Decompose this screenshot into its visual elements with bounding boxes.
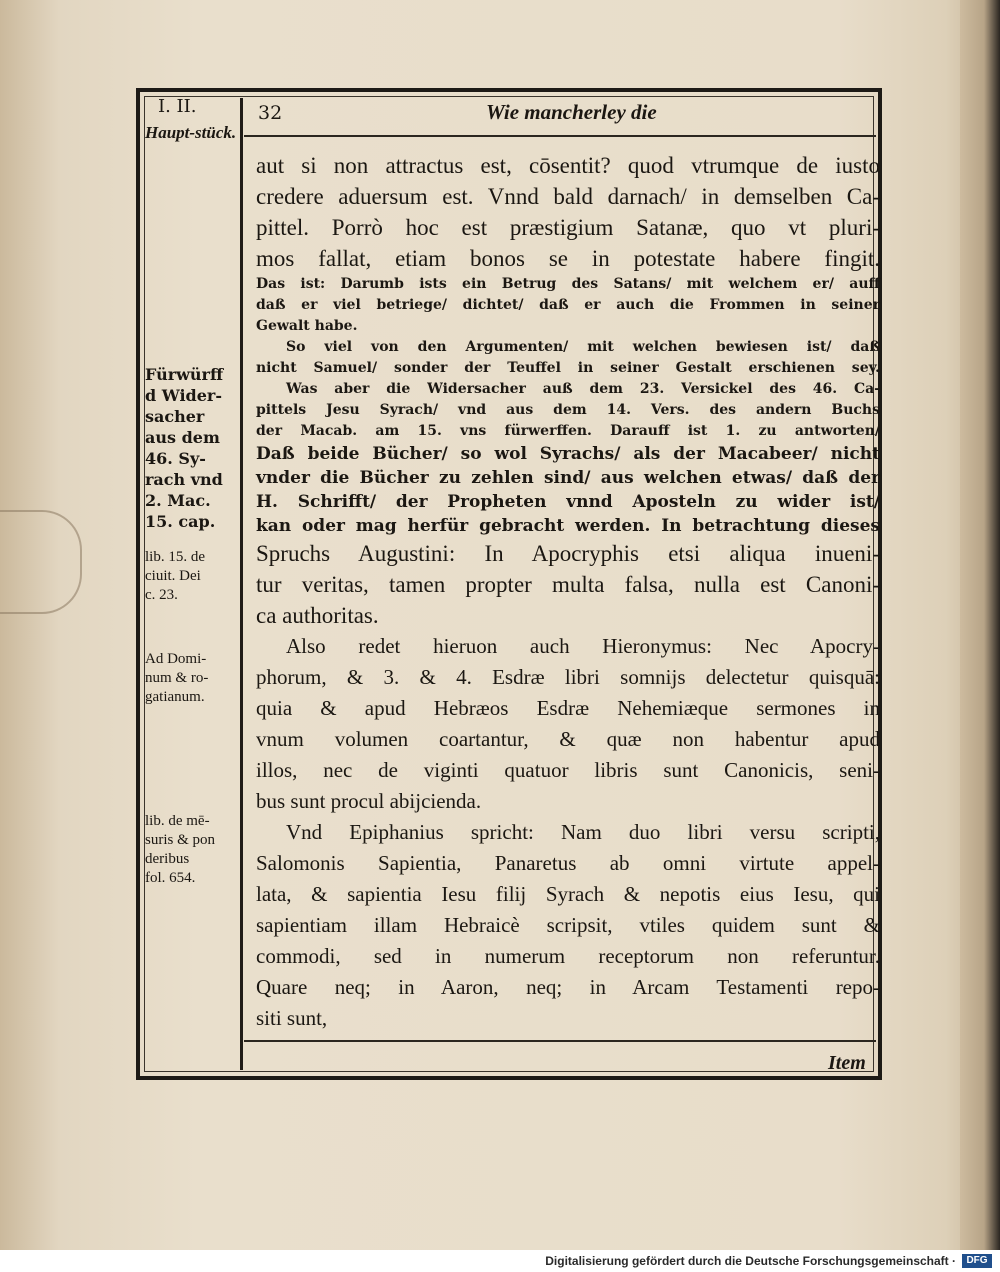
margin-note-augustine (145, 548, 237, 605)
margin-note-line: Fürwürff (145, 365, 224, 384)
margin-note-line: c. 23. (145, 587, 178, 603)
margin-note-line: num & ro- (145, 670, 209, 686)
text-line: Also redet hieruon auch Hieronymus: Nec Apocry- (286, 634, 880, 658)
text-line: daß er viel betriege/ dichtet/ daß er auch die Frommen in seiner (256, 297, 880, 313)
margin-note-line: suris & pon (145, 832, 216, 848)
footer-rule (244, 1040, 876, 1042)
running-title: Wie mancherley die (486, 100, 657, 124)
text-line: commodi, sed in numerum receptorum non referuntur. (256, 944, 880, 968)
text-line: Spruchs Augustini: In Apocryphis etsi aliqua inueni- (256, 541, 880, 566)
text-line: Quare neq; in Aaron, neq; in Arcam Testamenti repo- (256, 975, 880, 999)
text-line: Vnd Epiphanius spricht: Nam duo libri versu scripti, (286, 820, 880, 844)
text-line: vnum volumen coartantur, & quæ non habentur apud (256, 727, 880, 751)
text-line: bus sunt procul abijcienda. (256, 789, 482, 813)
text-line: der Macab. am 15. vns fürwerffen. Darauff ist 1. zu antworten/ (256, 423, 880, 439)
margin-note-line: 2. Mac. (145, 491, 211, 510)
text-line: kan oder mag herfür gebracht werden. In betrachtung dieses (256, 516, 880, 536)
margin-note-line: deribus (145, 851, 190, 867)
text-line: pittel. Porrò hoc est præstigium Satanæ, quo vt pluri- (256, 215, 880, 240)
margin-note-objection (145, 364, 237, 532)
text-line: pittels Jesu Syrach/ vnd aus dem 14. Vers. des andern Buchs (256, 402, 880, 418)
margin-note-line: gatianum. (145, 689, 205, 705)
text-line: tur veritas, tamen propter multa falsa, nulla est Canoni- (256, 572, 880, 597)
section-name: Haupt-stück. (145, 123, 237, 142)
margin-note-epiphanius (145, 812, 237, 888)
text-line: mos fallat, etiam bonos se in potestate habere fingit. (256, 246, 880, 271)
text-line: Was aber die Widersacher auß dem 23. Versickel des 46. Ca- (286, 381, 880, 397)
text-line: sapientiam illam Hebraicè scripsit, vtiles quidem sunt & (256, 913, 880, 937)
margin-note-hieronymus (145, 650, 237, 707)
section-mark: I. II. (158, 96, 197, 117)
text-line: Daß beide Bücher/ so wol Syrachs/ als der Macabeer/ nicht (256, 444, 880, 464)
page-edge (960, 0, 1000, 1250)
catchword: Item (828, 1052, 866, 1074)
text-line: aut si non attractus est, cōsentit? quod vtrumque de iusto (256, 153, 880, 178)
margin-note-line: fol. 654. (145, 870, 196, 886)
bleed-through-shadow (0, 510, 82, 614)
text-line: quia & apud Hebræos Esdræ Nehemiæque sermones in (256, 696, 880, 720)
text-line: nicht Samuel/ sonder der Teuffel in seiner Gestalt erschienen sey. (256, 360, 880, 376)
margin-column-rule (240, 98, 243, 1070)
credit-text: Digitalisierung gefördert durch die Deutsche Forschungsgemeinschaft · (545, 1254, 956, 1268)
credit-bar (0, 1250, 1000, 1272)
margin-note-line: rach vnd (145, 470, 223, 489)
text-line: vnder die Bücher zu zehlen sind/ aus welchen etwas/ daß der (256, 468, 880, 488)
text-line: siti sunt, (256, 1006, 328, 1030)
text-line: lata, & sapientia Iesu filij Syrach & nepotis eius Iesu, qui (256, 882, 880, 906)
text-line: So viel von den Argumenten/ mit welchen bewiesen ist/ daß (286, 339, 880, 355)
header-rule (244, 135, 876, 137)
page-number: 32 (258, 102, 283, 124)
margin-note-line: d Wider- (145, 386, 222, 405)
margin-note-line: lib. 15. de (145, 549, 205, 565)
margin-note-line: Ad Domi- (145, 651, 207, 667)
margin-note-line: lib. de mē- (145, 813, 210, 829)
body-text (256, 150, 880, 1034)
margin-note-line: 46. Sy- (145, 449, 206, 468)
text-line: credere aduersum est. Vnnd bald darnach/ in demselben Ca- (256, 184, 880, 209)
margin-note-line: ciuit. Dei (145, 568, 201, 584)
text-line: Gewalt habe. (256, 318, 358, 334)
margin-note-line: 15. cap. (145, 512, 216, 531)
text-line: Salomonis Sapientia, Panaretus ab omni virtute appel- (256, 851, 880, 875)
text-line: H. Schrifft/ der Propheten vnnd Aposteln zu wider ist/ (256, 492, 880, 512)
dfg-logo: DFG (962, 1254, 992, 1268)
margin-note-line: aus dem (145, 428, 220, 447)
text-line: phorum, & 3. & 4. Esdræ libri somnijs delectetur quisquā: (256, 665, 880, 689)
text-line: ca authoritas. (256, 603, 379, 628)
text-line: illos, nec de viginti quatuor libris sunt Canonicis, seni- (256, 758, 880, 782)
margin-note-line: sacher (145, 407, 205, 426)
text-line: Das ist: Darumb ists ein Betrug des Satans/ mit welchem er/ auff (256, 276, 880, 292)
